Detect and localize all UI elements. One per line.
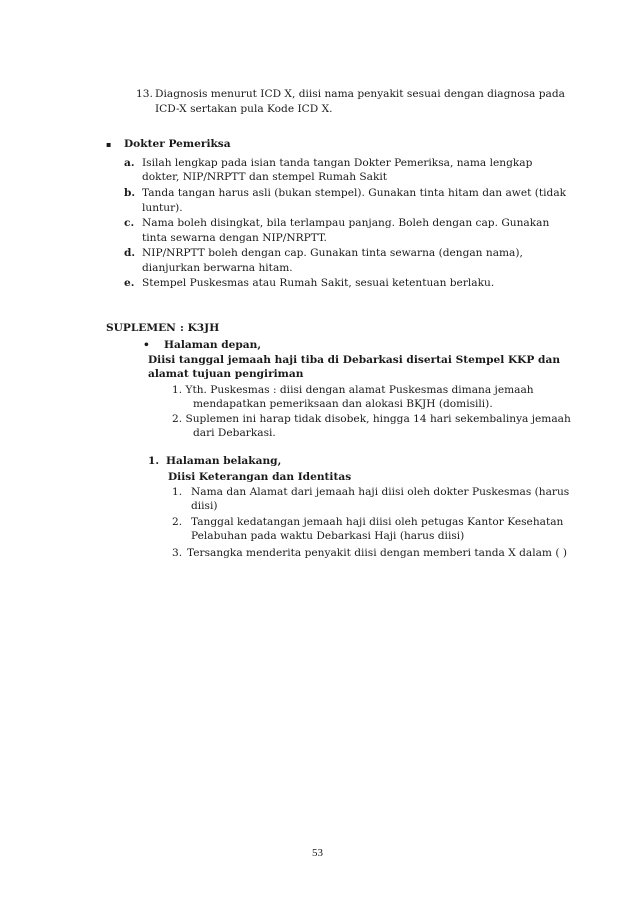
dokter-item-label: c. (124, 217, 135, 229)
dokter-item-label: e. (124, 277, 135, 289)
dokter-item-line: Isilah lengkap pada isian tanda tangan Dokter Pemeriksa, nama lengkap (142, 157, 533, 169)
back-item-number: 3. (172, 547, 183, 559)
back-item-number: 2. (172, 516, 183, 528)
dokter-item-line: Stempel Puskesmas atau Rumah Sakit, sesuai ketentuan berlaku. (142, 277, 495, 289)
item-13-number: 13. (136, 88, 153, 100)
dokter-item-line: dokter, NIP/NRPTT dan stempel Rumah Sakit (142, 171, 388, 183)
back-item-line: Pelabuhan pada waktu Debarkasi Haji (harus diisi) (191, 530, 465, 542)
suplemen-label: SUPLEMEN (106, 322, 176, 334)
item-13-line1: Diagnosis menurut ICD X, diisi nama penyakit sesuai dengan diagnosa pada (155, 88, 565, 100)
back-item-line: Nama dan Alamat dari jemaah haji diisi oleh dokter Puskesmas (harus (191, 486, 570, 498)
suplemen-value: : K3JH (180, 322, 220, 334)
back-item-line: Tersangka menderita penyakit diisi dengan memberi tanda X dalam ( ) (187, 547, 567, 559)
back-item-line: Tanggal kedatangan jemaah haji diisi oleh petugas Kantor Kesehatan (191, 516, 564, 528)
halaman-belakang-subtitle: Diisi Keterangan dan Identitas (168, 471, 352, 483)
square-bullet-icon: ▪ (106, 139, 112, 149)
bullet-icon: • (143, 339, 150, 351)
halaman-depan-heading: Halaman depan, (164, 339, 262, 351)
front-item-line: mendapatkan pemeriksaan dan alokasi BKJH (domisili). (193, 398, 493, 410)
dokter-item-label: b. (124, 187, 136, 199)
dokter-item-label: a. (124, 157, 135, 169)
halaman-depan-subtitle: Diisi tanggal jemaah haji tiba di Debarkasi disertai Stempel KKP dan (148, 354, 561, 366)
dokter-item-line: Nama boleh disingkat, bila terlampau panjang. Boleh dengan cap. Gunakan (142, 217, 550, 229)
halaman-belakang-number: 1. (148, 455, 160, 467)
halaman-belakang-heading: Halaman belakang, (166, 455, 282, 467)
dokter-pemeriksa-heading: Dokter Pemeriksa (124, 138, 231, 150)
front-item-line: dari Debarkasi. (193, 427, 276, 439)
halaman-depan-subtitle: alamat tujuan pengiriman (148, 368, 304, 380)
dokter-item-label: d. (124, 247, 136, 259)
back-item-line: diisi) (191, 500, 218, 512)
dokter-item-line: Tanda tangan harus asli (bukan stempel). Gunakan tinta hitam dan awet (tidak (142, 187, 567, 199)
dokter-item-line: tinta sewarna dengan NIP/NRPTT. (142, 232, 327, 244)
page-number: 53 (312, 847, 323, 859)
item-13-line2: ICD-X sertakan pula Kode ICD X. (155, 103, 333, 115)
front-item-line: 2. Suplemen ini harap tidak disobek, hingga 14 hari sekembalinya jemaah (172, 413, 571, 425)
dokter-item-line: luntur). (142, 202, 183, 214)
dokter-item-line: dianjurkan berwarna hitam. (142, 262, 293, 274)
front-item-line: 1. Yth. Puskesmas : diisi dengan alamat Puskesmas dimana jemaah (172, 384, 534, 396)
back-item-number: 1. (172, 486, 183, 498)
dokter-item-line: NIP/NRPTT boleh dengan cap. Gunakan tinta sewarna (dengan nama), (142, 247, 523, 259)
